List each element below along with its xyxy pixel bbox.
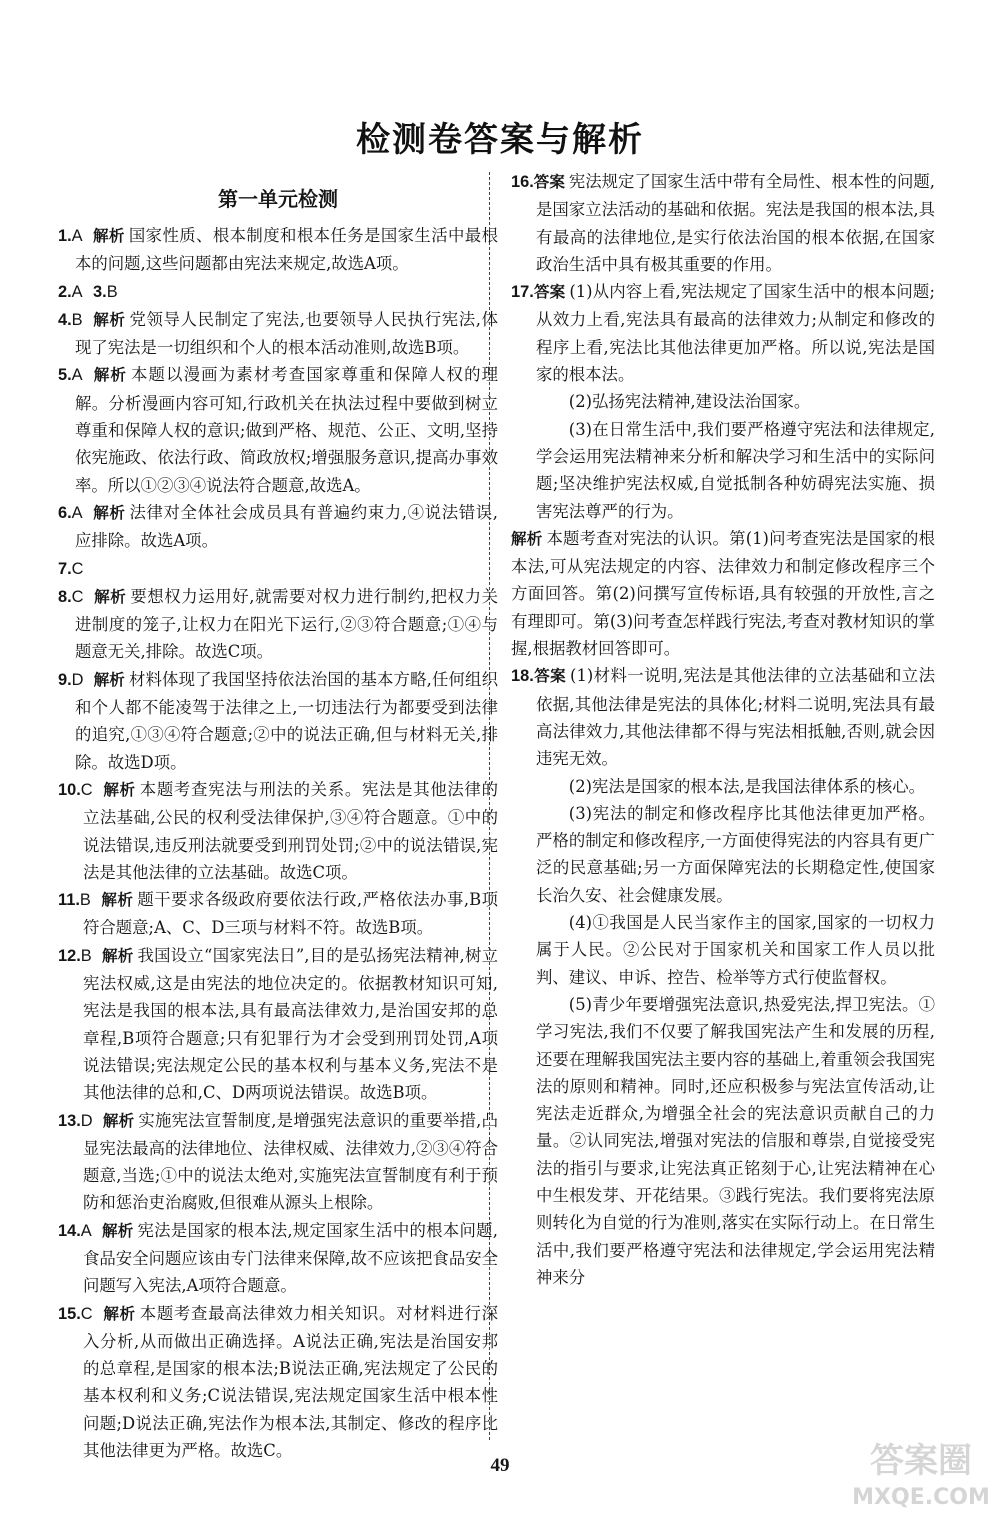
answer-item-1: 1.A 解析 国家性质、根本制度和根本任务是国家生活中最根本的问题,这些问题都由宪法来规定,故选A项。 bbox=[58, 226, 498, 274]
answer-17-part-3: (3)在日常生活中,我们要严格遵守宪法和法律规定,学会运用宪法精神来分析和解决学习和生活中的实际问题;坚决维护宪法权威,自觉抵制各种妨碍宪法实施、损害宪法尊严的行为。 bbox=[536, 419, 935, 521]
analysis-label: 解析 bbox=[92, 227, 125, 245]
answer-item-11: 11.B 解析 题干要求各级政府要依法行政,严格依法办事,B项符合题意;A、C、D三项与材料不符。故选B项。 bbox=[58, 890, 498, 938]
watermark-logo bbox=[848, 1432, 994, 1514]
answer-item-7: 7.C bbox=[58, 559, 84, 578]
watermark-url: MXQE.COM bbox=[852, 1485, 990, 1510]
answer-18-part-3: (3)宪法的制定和修改程序比其他法律更加严格。严格的制定和修改程序,一方面使得宪法的内容具有更广泛的民意基础;另一方面保障宪法的长期稳定性,使国家长治久安、社会健康发展。 bbox=[536, 803, 935, 905]
analysis-label: 解析 bbox=[101, 1221, 134, 1240]
analysis-label: 解析 bbox=[92, 310, 126, 329]
column-divider bbox=[489, 172, 490, 1440]
page-number: 49 bbox=[490, 1455, 510, 1476]
right-column bbox=[511, 168, 935, 1291]
analysis-label: 解析 bbox=[102, 1304, 136, 1323]
watermark-text: 答案圈 bbox=[870, 1441, 972, 1481]
answer-label: 答案 bbox=[533, 283, 566, 302]
answer-item-18: 18.答案 (1)材料一说明,宪法是其他法律的立法基础和立法依据,其他法律是宪法的具体化;材料二说明,宪法具有最高法律效力,其他法律都不得与宪法相抵触,否则,就会因违宪无效。 bbox=[511, 666, 935, 769]
answer-17-analysis: 解析 本题考查对宪法的认识。第(1)问考查宪法是国家的根本法,可从宪法规定的内容、法律效力和制定修改程序三个方面回答。第(2)问撰写宣传标语,具有较强的开放性,言之有理即可。第(3)问考查怎样践行宪法,考查对教材知识的掌握,根据教材回答即可。 bbox=[511, 528, 935, 659]
analysis-label: 解析 bbox=[92, 503, 126, 522]
section-heading: 第一单元检测 bbox=[218, 187, 338, 211]
answer-item-9: 9.D 解析 材料体现了我国坚持依法治国的基本方略,任何组织和个人都不能凌驾于法律之上,一切违法行为都要受到法律的追究,①③④符合题意;②中的说法正确,但与材料无关,排除。故选D项。 bbox=[58, 669, 498, 772]
answer-17-part-2: (2)弘扬宪法精神,建设法治国家。 bbox=[568, 392, 811, 412]
analysis-label: 解析 bbox=[102, 1111, 135, 1130]
answer-18-part-4: (4)①我国是人民当家作主的国家,国家的一切权力属于人民。②公民对于国家机关和国家工作人员以批判、建议、申诉、控告、检举等方式行使监督权。 bbox=[536, 913, 935, 987]
analysis-label: 解析 bbox=[92, 366, 128, 385]
page-title: 检测卷答案与解析 bbox=[356, 120, 644, 160]
answer-item-10: 10.C 解析 本题考查宪法与刑法的关系。宪法是其他法律的立法基础,公民的权利受法律保护,③④符合题意。①中的说法错误,违反刑法就要受到刑罚处罚;②中的说法错误,宪法是其他法律的立法基础。故选C项。 bbox=[58, 779, 498, 882]
answer-item-4: 4.B 解析 党领导人民制定了宪法,也要领导人民执行宪法,体现了宪法是一切组织和个人的根本活动准则,故选B项。 bbox=[58, 309, 498, 358]
analysis-label: 解析 bbox=[93, 587, 127, 606]
answer-label: 答案 bbox=[533, 667, 567, 686]
answer-item-12: 12.B 解析 我国设立“国家宪法日”,目的是弘扬宪法精神,树立宪法权威,这是由宪法的地位决定的。依据教材知识可知,宪法是我国的根本法,具有最高法律效力,是治国安邦的总章程,B项符合题意;只有犯罪行为才会受到刑罚处罚,A项说法错误;宪法规定公民的基本权利与基本义务,宪法不是其他法律的总和,C、D两项说法错误。故选B项。 bbox=[58, 945, 498, 1103]
answer-item-17: 17.答案 (1)从内容上看,宪法规定了国家生活中的根本问题;从效力上看,宪法具有最高的法律效力;从制定和修改的程序上看,宪法比其他法律更加严格。所以说,宪法是国家的根本法。 bbox=[511, 282, 935, 385]
answer-18-part-5: (5)青少年要增强宪法意识,热爱宪法,捍卫宪法。①学习宪法,我们不仅要了解我国宪法产生和发展的历程,还要在理解我国宪法主要内容的基础上,着重领会我国宪法的原则和精神。同时,还应积极参与宪法宣传活动,让宪法走近群众,为增强全社会的宪法意识贡献自己的力量。②认同宪法,增强对宪法的信服和尊崇,自觉接受宪法的指引与要求,让宪法真正铭刻于心,让宪法精神在心中生根发芽、开花结果。③践行宪法。我们要将宪法原则转化为自觉的行为准则,落实在实际行动上。在日常生活中,我们要严格遵守宪法和法律规定,学会运用宪法精神来分 bbox=[536, 994, 935, 1287]
answer-item-5: 5.A 解析 本题以漫画为素材考查国家尊重和保障人权的理解。分析漫画内容可知,行政机关在执法过程中要做到树立尊重和保障人权的意识;做到严格、规范、公正、文明,坚持依宪施政、依法行政、简政放权;增强服务意识,提高办事效率。所以①②③④说法符合题意,故选A。 bbox=[58, 365, 498, 495]
answer-18-part-2: (2)宪法是国家的根本法,是我国法律体系的核心。 bbox=[568, 776, 926, 796]
answer-item-2-3: 2.A 3.B bbox=[58, 282, 118, 301]
answer-item-16: 16.答案 宪法规定了国家生活中带有全局性、根本性的问题,是国家立法活动的基础和依据。宪法是我国的根本法,具有最高的法律地位,是实行依法治国的根本依据,在国家政治生活中具有极其重要的作用。 bbox=[511, 172, 935, 274]
analysis-label: 解析 bbox=[93, 670, 125, 689]
answer-item-6: 6.A 解析 法律对全体社会成员具有普遍约束力,④说法错误,应排除。故选A项。 bbox=[58, 502, 498, 551]
left-column bbox=[58, 168, 498, 1464]
analysis-label: 解析 bbox=[101, 946, 134, 965]
analysis-label: 解析 bbox=[511, 529, 543, 548]
answer-item-8: 8.C 解析 要想权力运用好,就需要对权力进行制约,把权力关进制度的笼子,让权力在阳光下运行,②③符合题意;①④与题意无关,排除。故选C项。 bbox=[58, 586, 498, 662]
analysis-label: 解析 bbox=[102, 780, 136, 799]
answer-item-13: 13.D 解析 实施宪法宣誓制度,是增强宪法意识的重要举措,凸显宪法最高的法律地位、法律权威、法律效力,②③④符合题意,当选;①中的说法太绝对,实施宪法宣誓制度有利于预防和惩治吏治腐败,但很难从源头上根除。 bbox=[58, 1110, 498, 1213]
answer-item-14: 14.A 解析 宪法是国家的根本法,规定国家生活中的根本问题,食品安全问题应该由专门法律来保障,故不应该把食品安全问题写入宪法,A项符合题意。 bbox=[58, 1220, 498, 1296]
answer-item-15: 15.C 解析 本题考查最高法律效力相关知识。对材料进行深入分析,从而做出正确选择。A说法正确,宪法是治国安邦的总章程,是国家的根本法;B说法正确,宪法规定了公民的基本权利和义务;C说法错误,宪法规定国家生活中根本性问题;D说法正确,宪法作为根本法,其制定、修改的程序比其他法律更为严格。故选C。 bbox=[58, 1303, 498, 1461]
analysis-label: 解析 bbox=[100, 891, 134, 910]
answer-label: 答案 bbox=[533, 173, 565, 191]
